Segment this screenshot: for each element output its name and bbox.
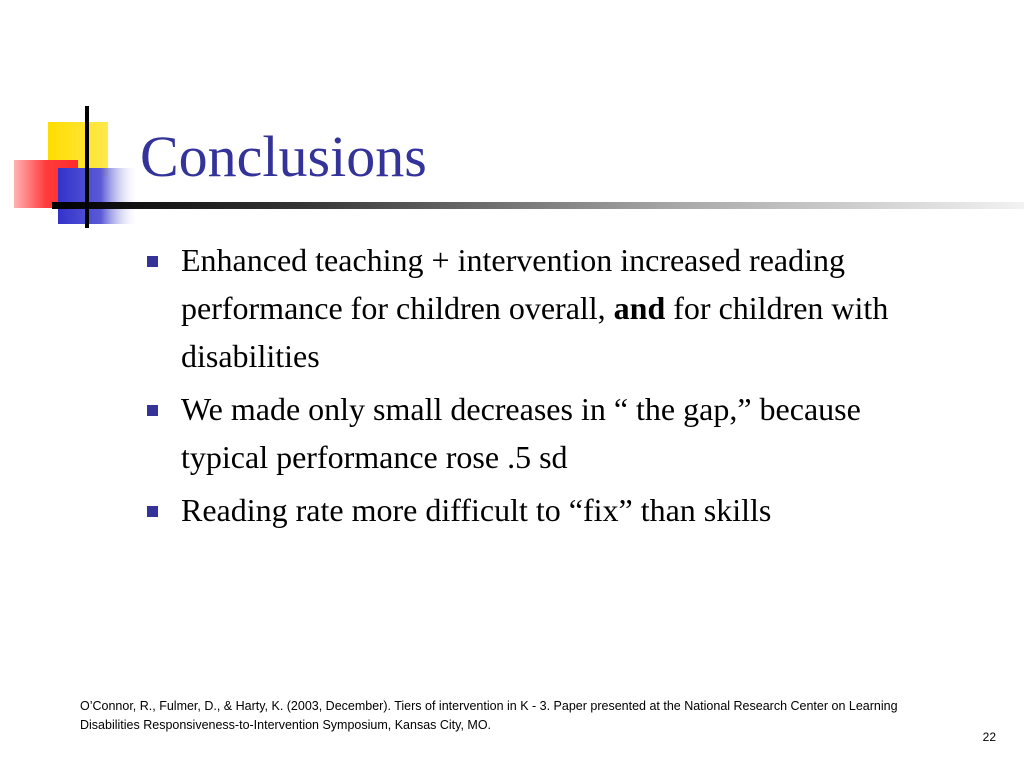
blue-square-shape (58, 168, 136, 224)
slide-number: 22 (982, 730, 996, 744)
square-bullet-icon (147, 256, 158, 267)
bullet-list (145, 236, 945, 539)
red-square-shape (14, 160, 78, 208)
square-bullet-icon (147, 506, 158, 517)
bullet-text: Enhanced teaching + intervention increased reading performance for children overall, (181, 242, 845, 326)
title-decoration (0, 0, 1024, 240)
slide-title: Conclusions (140, 124, 427, 189)
bullet-text: We made only small decreases in “ the gap,” because typical performance rose .5 sd (181, 391, 861, 475)
citation-footnote: O’Connor, R., Fulmer, D., & Harty, K. (2003, December). Tiers of intervention in K - 3. Paper presented at the National Research Center on Learning Disabilities Responsiveness-to-Intervention Symposium, Kansas City, MO. (80, 699, 898, 732)
bullet-text-continued: for children with disabilities (181, 290, 889, 374)
bullet-emphasis: and (613, 290, 666, 326)
yellow-square-shape (48, 122, 108, 176)
bullet-item (145, 486, 945, 534)
square-bullet-icon (147, 405, 158, 416)
bullet-text: Reading rate more difficult to “fix” than skills (181, 492, 772, 528)
bullet-item (145, 385, 945, 481)
bullet-item (145, 236, 945, 380)
vertical-rule (85, 106, 89, 228)
title-underline (52, 202, 1024, 209)
